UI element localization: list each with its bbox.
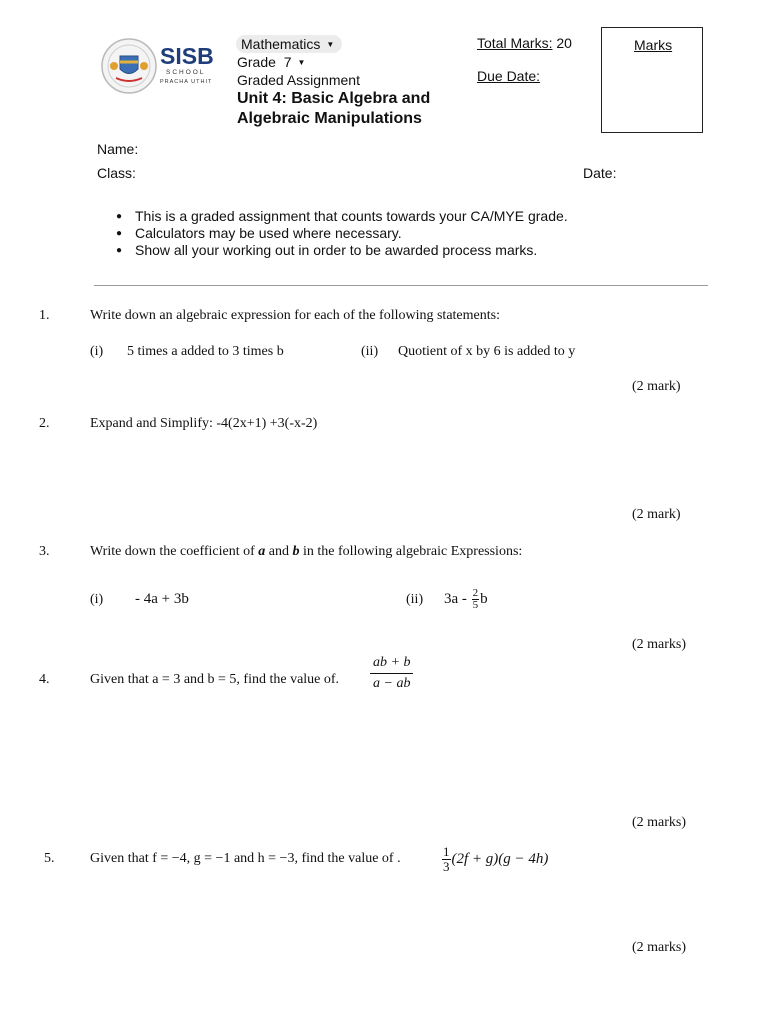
- question-text: Write down an algebraic expression for each of the following statements:: [90, 308, 500, 323]
- expression: $\frac{1}{3}$ (2f + g)(g − 4h): [443, 844, 549, 875]
- question-marks: (2 marks): [632, 940, 687, 955]
- question-number: 5.: [44, 851, 55, 866]
- grade-value: 7: [283, 54, 292, 70]
- grade-label: Grade: [237, 54, 276, 70]
- school-crest-icon: [100, 36, 220, 98]
- assignment-type: Graded Assignment: [237, 72, 360, 88]
- instructions-list: [116, 208, 568, 259]
- question-text: Write down the coefficient of a and b in the following algebraic Expressions:: [90, 544, 523, 559]
- part-label: (ii): [361, 344, 379, 359]
- class-field: Class:: [97, 165, 136, 181]
- school-logo: [100, 36, 220, 98]
- marks-box-label: Marks: [634, 37, 673, 53]
- question-marks: (2 mark): [632, 507, 681, 522]
- chevron-down-icon: ▼: [297, 58, 306, 67]
- grade-dropdown[interactable]: [237, 54, 305, 70]
- question-number: 2.: [39, 416, 50, 431]
- divider: [94, 285, 708, 286]
- svg-text:PRACHA UTHIT: PRACHA UTHIT: [160, 79, 213, 85]
- instruction-item: ● This is a graded assignment that counts towards your CA/MYE grade.: [116, 208, 568, 225]
- unit-title: Unit 4: Basic Algebra and Algebraic Manipulations: [237, 90, 431, 127]
- question-number: 3.: [39, 544, 50, 559]
- question-marks: (2 mark): [632, 379, 681, 394]
- total-marks-label: Total Marks:: [477, 35, 553, 51]
- part-label: (i): [90, 592, 104, 607]
- instruction-item: ● Calculators may be used where necessary.: [116, 225, 568, 242]
- question-number: 4.: [39, 672, 50, 687]
- question-text: Given that a = 3 and b = 5, find the value of.: [90, 672, 340, 687]
- question-marks: (2 marks): [632, 637, 687, 652]
- question-text: Given that f = −4, g = −1 and h = −3, find the value of .: [90, 851, 401, 866]
- total-marks: [477, 35, 572, 51]
- fraction-expression: $\frac{ab + b}{a - ab}$: [370, 654, 413, 693]
- question-marks: (2 marks): [632, 815, 687, 830]
- total-marks-value: 20: [556, 35, 572, 51]
- question-number: 1.: [39, 308, 50, 323]
- instruction-item: ● Show all your working out in order to be awarded process marks.: [116, 242, 568, 259]
- due-date-label: Due Date:: [477, 68, 541, 84]
- chevron-down-icon: ▼: [326, 40, 335, 49]
- part-text: 5 times a added to 3 times b: [127, 344, 284, 359]
- part-label: (ii): [406, 592, 424, 607]
- question-text: Expand and Simplify: -4(2x+1) +3(-x-2): [90, 416, 318, 431]
- name-field: Name:: [97, 141, 139, 157]
- part-label: (i): [90, 344, 104, 359]
- subject-dropdown[interactable]: [236, 35, 342, 54]
- date-field: Date:: [583, 165, 617, 181]
- part-expression: 3a - $\frac{2}{5}$ b: [444, 587, 488, 612]
- svg-text:SISB: SISB: [160, 43, 214, 69]
- part-text: Quotient of x by 6 is added to y: [398, 344, 576, 359]
- part-expression: - 4a + 3b: [135, 591, 189, 607]
- marks-box: [601, 27, 703, 133]
- subject-value: Mathematics: [241, 36, 321, 52]
- svg-text:SCHOOL: SCHOOL: [166, 69, 206, 76]
